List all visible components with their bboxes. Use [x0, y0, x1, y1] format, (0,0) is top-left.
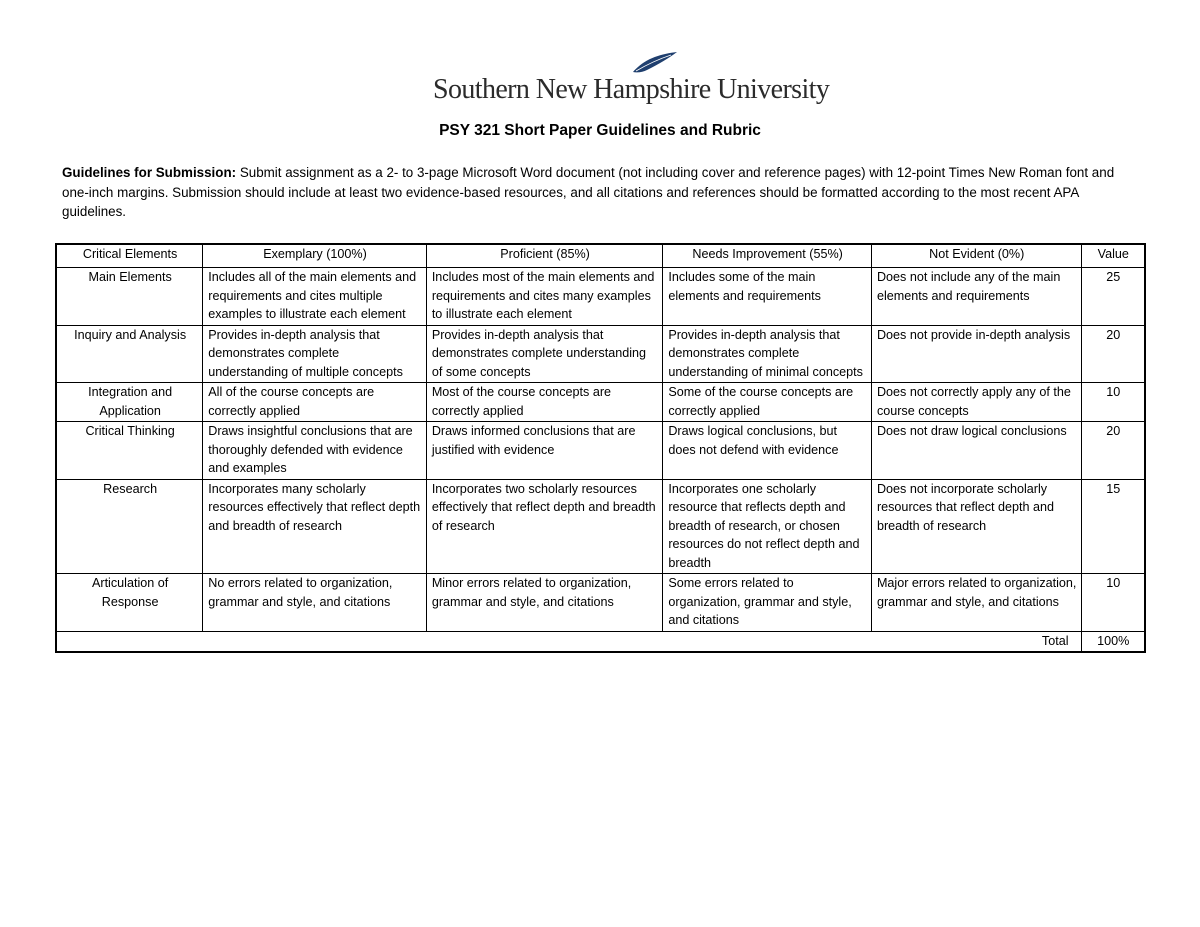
exemplary-cell: Includes all of the main elements and requirements and cites multiple examples to illustrate each element	[203, 268, 427, 326]
rubric-table	[55, 243, 1146, 653]
proficient-cell: Provides in-depth analysis that demonstrates complete understanding of some concepts	[426, 325, 663, 383]
needs-improvement-cell: Includes some of the main elements and requirements	[663, 268, 872, 326]
value-cell: 10	[1081, 383, 1145, 422]
proficient-cell: Incorporates two scholarly resources effectively that reflect depth and breadth of research	[426, 479, 663, 574]
exemplary-cell: Incorporates many scholarly resources effectively that reflect depth and breadth of research	[203, 479, 427, 574]
logo-wordmark: Southern New Hampshire University	[433, 74, 830, 105]
header-needs-improvement: Needs Improvement (55%)	[663, 244, 872, 268]
value-cell: 20	[1081, 422, 1145, 480]
not-evident-cell: Does not include any of the main elements and requirements	[871, 268, 1081, 326]
critical-element: Inquiry and Analysis	[56, 325, 203, 383]
table-row	[56, 574, 1145, 632]
not-evident-cell: Does not incorporate scholarly resources that reflect depth and breadth of research	[871, 479, 1081, 574]
critical-element: Research	[56, 479, 203, 574]
critical-element: Articulation of Response	[56, 574, 203, 632]
value-cell: 20	[1081, 325, 1145, 383]
header-proficient: Proficient (85%)	[426, 244, 663, 268]
table-row	[56, 268, 1145, 326]
critical-element: Integration and Application	[56, 383, 203, 422]
exemplary-cell: Draws insightful conclusions that are thoroughly defended with evidence and examples	[203, 422, 427, 480]
value-cell: 10	[1081, 574, 1145, 632]
table-row	[56, 422, 1145, 480]
table-row	[56, 383, 1145, 422]
header-critical-elements: Critical Elements	[56, 244, 203, 268]
university-logo	[433, 52, 830, 106]
not-evident-cell: Does not correctly apply any of the course concepts	[871, 383, 1081, 422]
table-row	[56, 479, 1145, 574]
needs-improvement-cell: Some of the course concepts are correctly applied	[663, 383, 872, 422]
rubric-header-row	[56, 244, 1145, 268]
needs-improvement-cell: Some errors related to organization, grammar and style, and citations	[663, 574, 872, 632]
proficient-cell: Most of the course concepts are correctly applied	[426, 383, 663, 422]
table-row	[56, 325, 1145, 383]
proficient-cell: Draws informed conclusions that are justified with evidence	[426, 422, 663, 480]
needs-improvement-cell: Provides in-depth analysis that demonstrates complete understanding of minimal concepts	[663, 325, 872, 383]
proficient-cell: Includes most of the main elements and requirements and cites many examples to illustrate each element	[426, 268, 663, 326]
value-cell: 25	[1081, 268, 1145, 326]
guidelines-body: Submit assignment as a 2- to 3-page Microsoft Word document (not including cover and reference pages) with 12-point Times New Roman font and one-inch margins. Submission should include at least two evidence-based resources, and all citations and references should be formatted according to the most recent APA guidelines.	[62, 165, 1115, 219]
exemplary-cell: All of the course concepts are correctly applied	[203, 383, 427, 422]
guidelines-lead: Guidelines for Submission:	[62, 165, 237, 180]
total-row	[56, 631, 1145, 652]
total-value: 100%	[1081, 631, 1145, 652]
not-evident-cell: Does not provide in-depth analysis	[871, 325, 1081, 383]
header-not-evident: Not Evident (0%)	[871, 244, 1081, 268]
header-value: Value	[1081, 244, 1145, 268]
value-cell: 15	[1081, 479, 1145, 574]
page-title: PSY 321 Short Paper Guidelines and Rubric	[439, 122, 761, 139]
proficient-cell: Minor errors related to organization, grammar and style, and citations	[426, 574, 663, 632]
total-label: Total	[56, 631, 1081, 652]
critical-element: Critical Thinking	[56, 422, 203, 480]
needs-improvement-cell: Incorporates one scholarly resource that reflects depth and breadth of research, or chosen resources do not reflect depth and breadth	[663, 479, 872, 574]
submission-guidelines	[62, 163, 1142, 222]
header-exemplary: Exemplary (100%)	[203, 244, 427, 268]
not-evident-cell: Does not draw logical conclusions	[871, 422, 1081, 480]
not-evident-cell: Major errors related to organization, grammar and style, and citations	[871, 574, 1081, 632]
needs-improvement-cell: Draws logical conclusions, but does not defend with evidence	[663, 422, 872, 480]
exemplary-cell: No errors related to organization, grammar and style, and citations	[203, 574, 427, 632]
exemplary-cell: Provides in-depth analysis that demonstrates complete understanding of multiple concepts	[203, 325, 427, 383]
critical-element: Main Elements	[56, 268, 203, 326]
